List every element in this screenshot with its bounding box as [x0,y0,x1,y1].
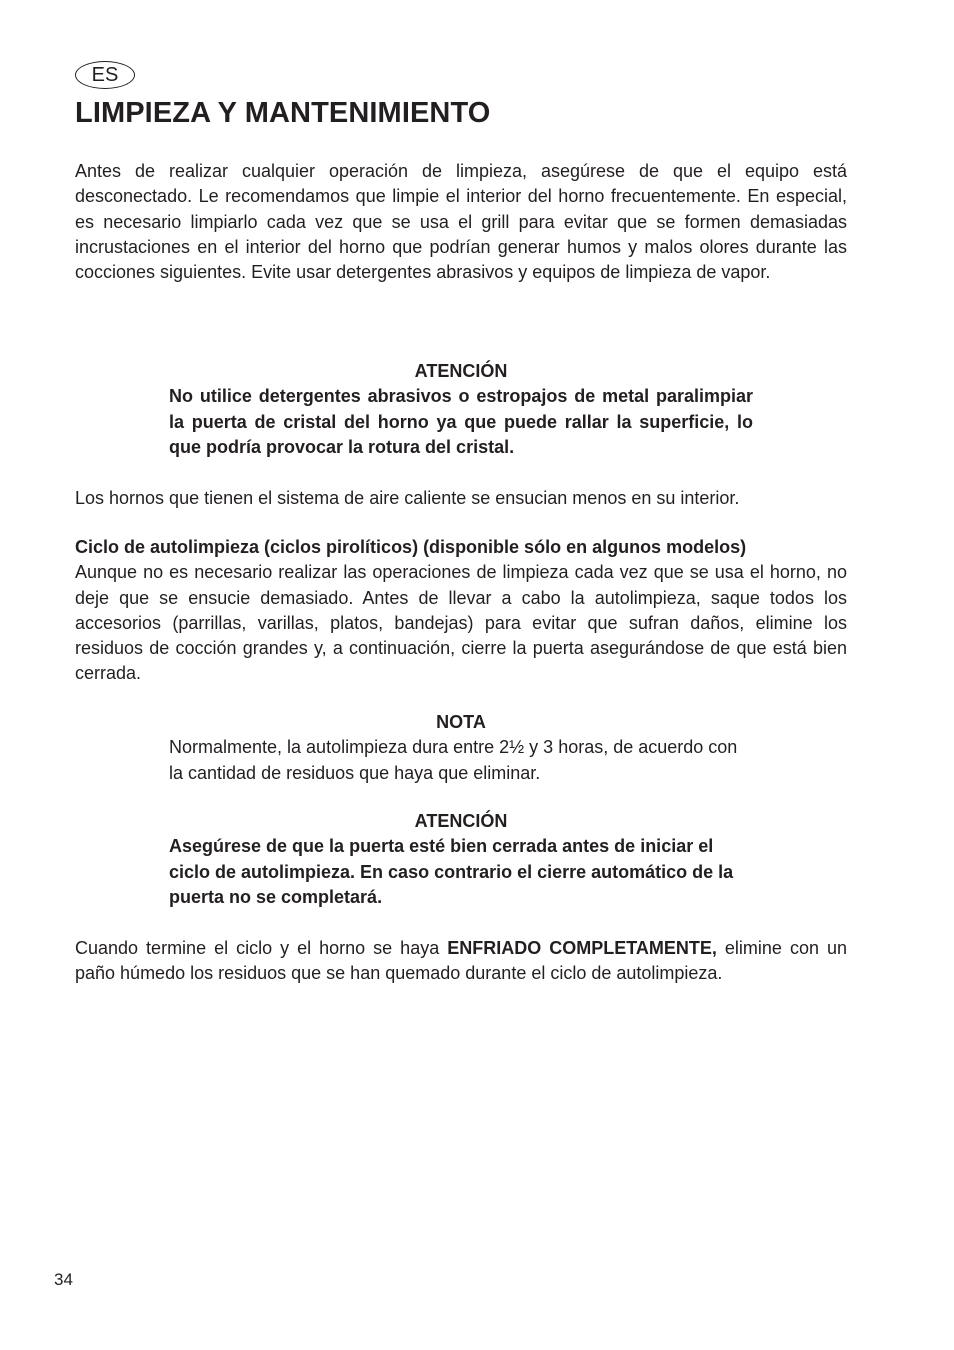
warning-box-door [169,809,753,910]
warning-heading: ATENCIÓN [414,361,508,381]
warning-box-glass [169,359,753,460]
closing-paragraph [75,936,847,987]
page-number: 34 [54,1270,73,1289]
self-clean-section [75,535,847,687]
intro-paragraph: Antes de realizar cualquier operación de limpieza, asegúrese de que el equipo está desconectado. Le recomendamos que limpie el interior del horno frecuentemente. En especial, es necesario limpiarlo cada vez que se usa el grill para evitar que se formen demasiadas incrustaciones en el interior del horno que podrían generar humos y malos olores durante las cocciones siguientes. Evite usar detergentes abrasivos y equipos de limpieza de vapor. [75,161,847,283]
closing-text-end: elimine con un paño húmedo los residuos que se han quemado durante el ciclo de autolimpieza. [75,938,847,984]
warning-text: No utilice detergentes abrasivos o estropajos de metal paralimpiar la puerta de cristal del horno ya que puede rallar la superficie, lo que podría provocar la rotura del cristal. [169,386,753,457]
warning-heading: ATENCIÓN [414,811,508,831]
hot-air-paragraph: Los hornos que tienen el sistema de aire caliente se ensucian menos en su interior. [75,488,740,508]
note-heading: NOTA [436,712,486,732]
note-text: Normalmente, la autolimpieza dura entre 2½ y 3 horas, de acuerdo con la cantidad de residuos que haya que eliminar. [169,737,738,783]
page-title: LIMPIEZA Y MANTENIMIENTO [75,97,491,129]
closing-text-start: Cuando termine el ciclo y el horno se haya [75,938,448,958]
closing-emphasis: ENFRIADO COMPLETAMENTE, [447,938,717,958]
warning-text: Asegúrese de que la puerta esté bien cerrada antes de iniciar el ciclo de autolimpieza. En caso contrario el cierre automático de la puerta no se completará. [169,836,734,907]
self-clean-heading: Ciclo de autolimpieza (ciclos pirolíticos) (disponible sólo en algunos modelos) [75,537,747,557]
note-box [169,710,753,786]
self-clean-text: Aunque no es necesario realizar las operaciones de limpieza cada vez que se usa el horno, no deje que se ensucie demasiado. Antes de llevar a cabo la autolimpieza, saque todos los accesorios (parrillas, varillas, platos, bandejas) para evitar que sufran daños, elimine los residuos de cocción grandes y, a continuación, cierre la puerta asegurándose de que está bien cerrada. [75,562,847,684]
language-badge: ES [75,61,135,89]
